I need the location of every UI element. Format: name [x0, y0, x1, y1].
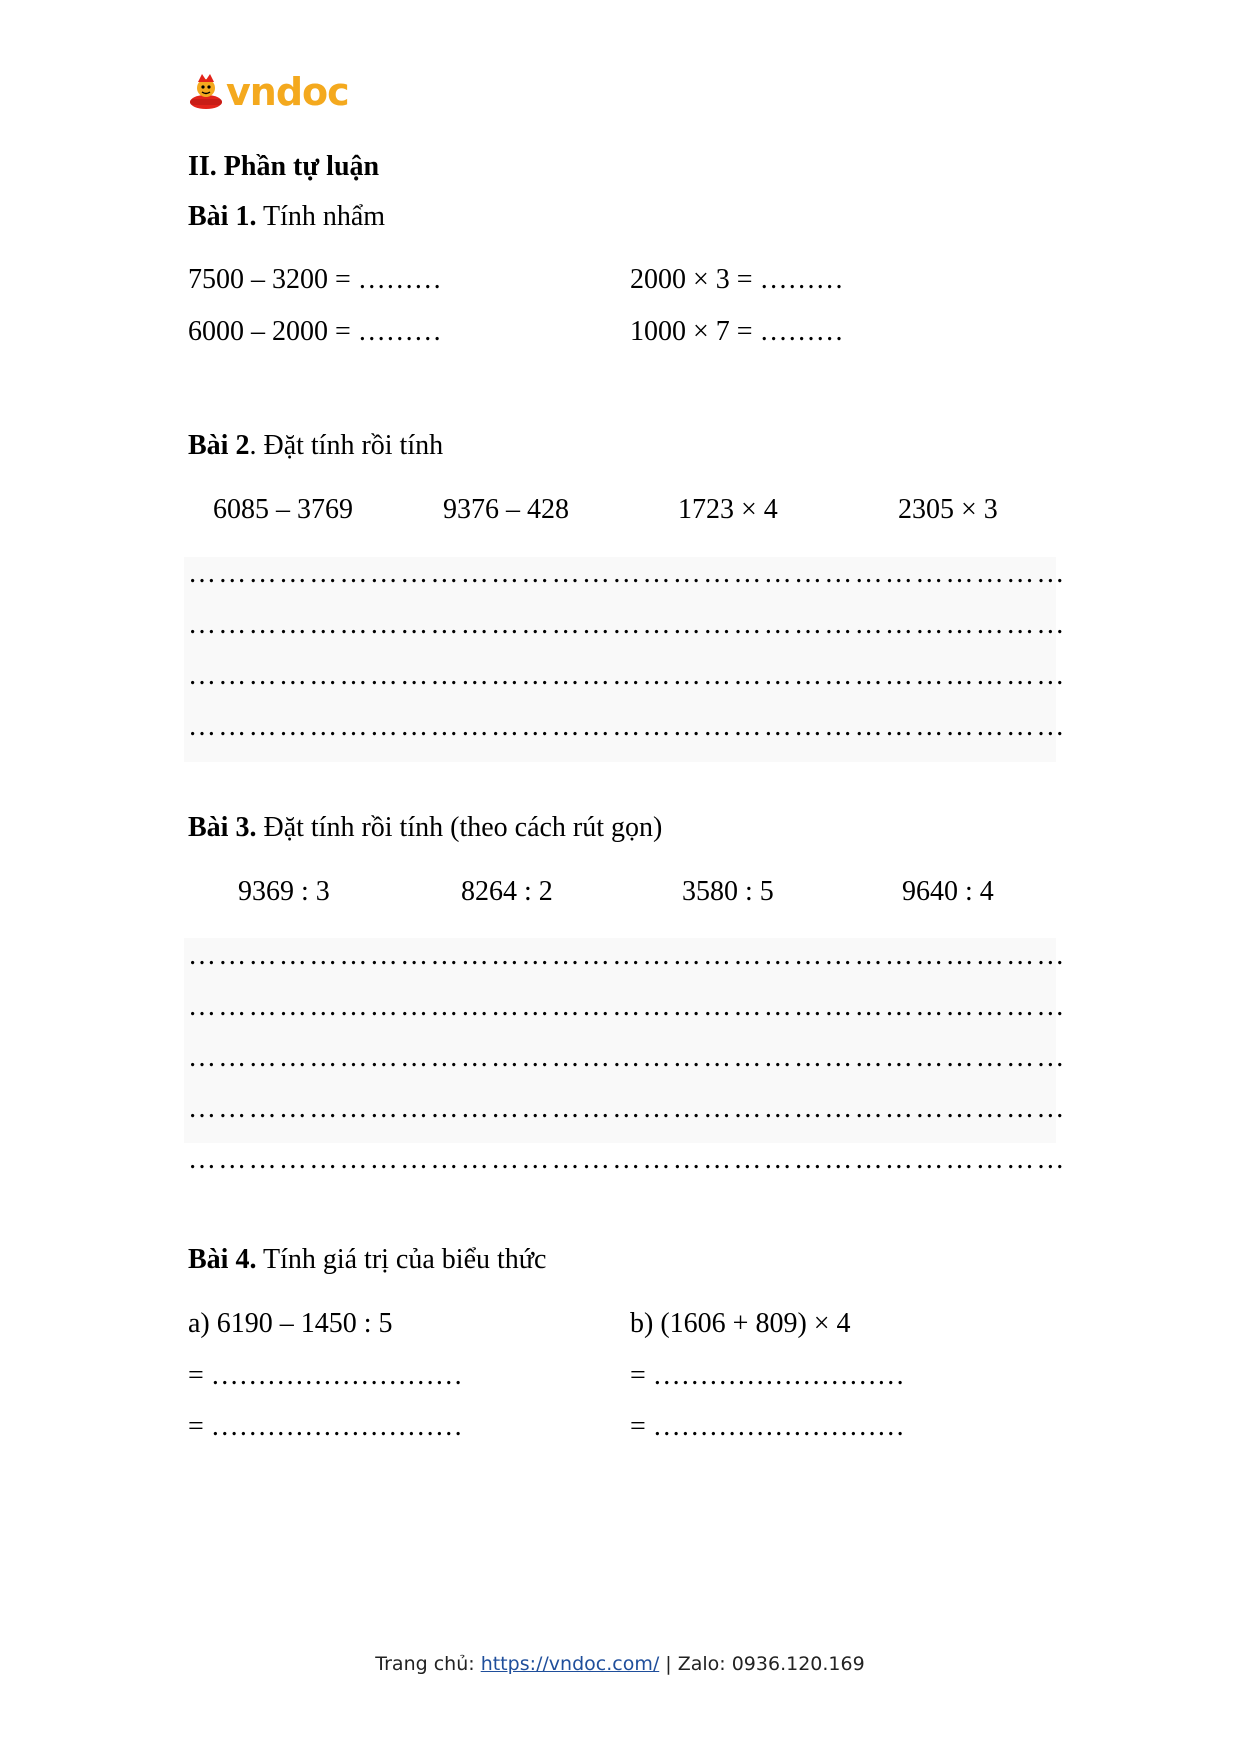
bai4-a-line: = ………………………: [188, 1360, 463, 1391]
bai4-a-expression: a) 6190 – 1450 : 5: [188, 1308, 393, 1339]
answer-dot-line: ……………………………………………………………………………: [188, 1144, 1067, 1175]
bai4-b-line: = ………………………: [630, 1360, 905, 1391]
answer-dot-line: ……………………………………………………………………………: [188, 711, 1067, 742]
bai4-heading: [188, 1246, 546, 1274]
footer-contact: | Zalo: 0936.120.169: [659, 1653, 865, 1675]
bai1-item: 7500 – 3200 = ………: [188, 264, 442, 295]
bai3-exercise: 9640 : 4: [902, 876, 994, 907]
bai4-title: Tính giá trị của biểu thức: [256, 1244, 547, 1275]
bai1-label: Bài 1.: [188, 201, 257, 232]
bai3-exercise: 8264 : 2: [461, 876, 553, 907]
bai2-exercise: 9376 – 428: [443, 494, 569, 525]
bai4-label: Bài 4.: [188, 1244, 257, 1275]
bai1-item: 6000 – 2000 = ………: [188, 316, 442, 347]
answer-dot-line: ……………………………………………………………………………: [188, 1042, 1067, 1073]
bai3-exercise: 9369 : 3: [238, 876, 330, 907]
bai3-heading: [188, 814, 662, 842]
answer-dot-line: ……………………………………………………………………………: [188, 991, 1067, 1022]
bai3-label: Bài 3.: [188, 812, 257, 843]
bai4-b-expression: b) (1606 + 809) × 4: [630, 1308, 851, 1339]
bai2-heading: [188, 432, 443, 460]
bai4-b-line: = ………………………: [630, 1411, 905, 1442]
answer-dot-line: ……………………………………………………………………………: [188, 660, 1067, 691]
bai4-a-line: = ………………………: [188, 1411, 463, 1442]
bai3-title: Đặt tính rồi tính (theo cách rút gọn): [256, 812, 663, 843]
bai2-exercise: 2305 × 3: [898, 494, 998, 525]
section-title: II. Phần tự luận: [188, 151, 380, 182]
vndoc-logo: [188, 72, 349, 112]
bai1-heading: [188, 203, 385, 231]
bai3-exercise: 3580 : 5: [682, 876, 774, 907]
mascot-icon: [188, 72, 224, 112]
bai2-title: . Đặt tính rồi tính: [249, 430, 444, 461]
bai2-label: Bài 2: [188, 430, 250, 461]
page-footer: [0, 1653, 1240, 1675]
bai1-item: 2000 × 3 = ………: [630, 264, 844, 295]
footer-prefix: Trang chủ:: [375, 1653, 481, 1675]
bai2-exercise: 1723 × 4: [678, 494, 778, 525]
answer-dot-line: ……………………………………………………………………………: [188, 940, 1067, 971]
answer-dot-line: ……………………………………………………………………………: [188, 1093, 1067, 1124]
answer-dot-line: ……………………………………………………………………………: [188, 609, 1067, 640]
bai1-item: 1000 × 7 = ………: [630, 316, 844, 347]
bai1-title: Tính nhẩm: [256, 201, 386, 232]
homepage-link[interactable]: https://vndoc.com/: [480, 1653, 660, 1675]
bai2-exercise: 6085 – 3769: [213, 494, 353, 525]
logo-text: vndoc: [226, 70, 349, 114]
answer-dot-line: ……………………………………………………………………………: [188, 558, 1067, 589]
